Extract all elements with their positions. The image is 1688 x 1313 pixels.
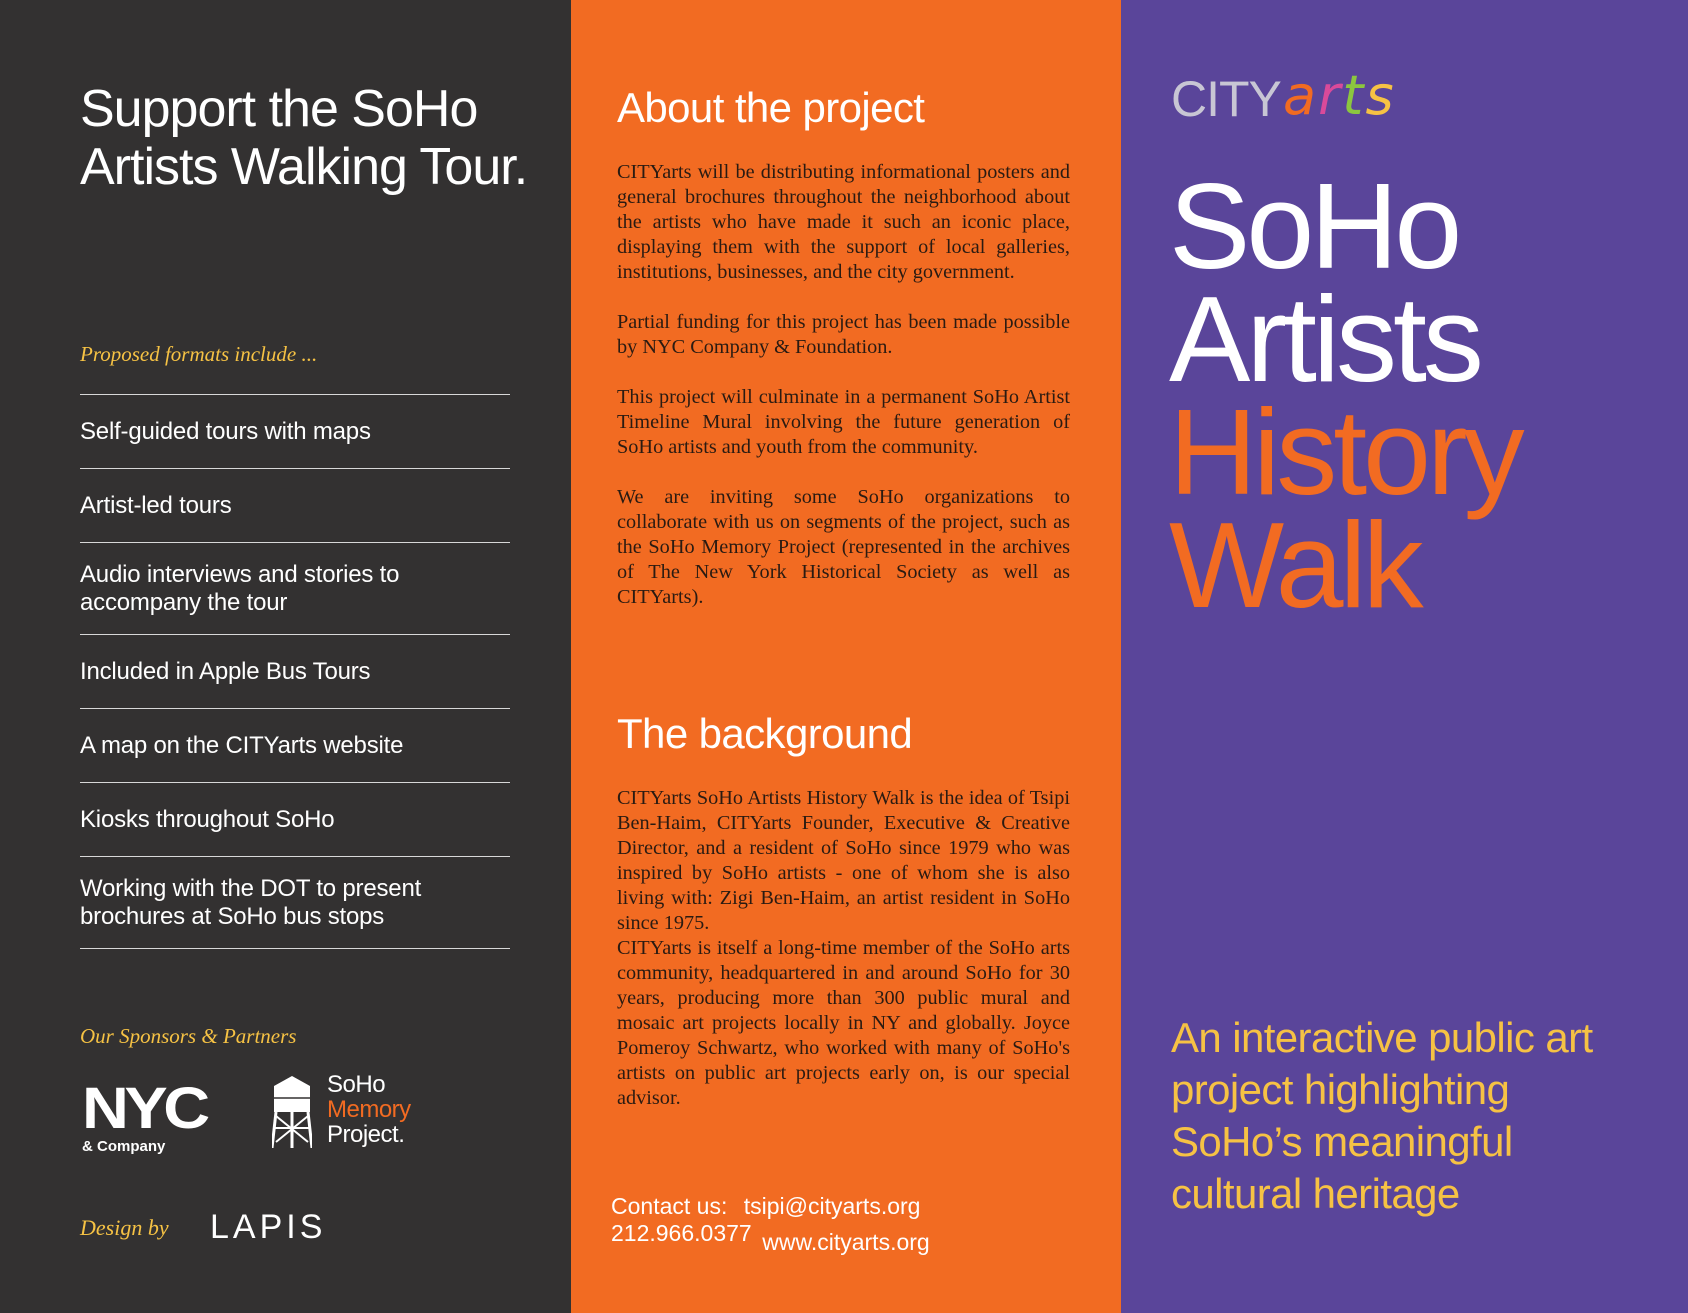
title-line: History [1169, 384, 1521, 520]
list-item: Artist-led tours [80, 469, 510, 543]
list-item: Included in Apple Bus Tours [80, 635, 510, 709]
website-link[interactable]: www.cityarts.org [762, 1229, 930, 1255]
right-panel [1121, 0, 1688, 1313]
nyc-company-logo [82, 1076, 222, 1155]
about-heading: About the project [617, 84, 925, 131]
contact-phone[interactable]: 212.966.0377 [611, 1220, 752, 1246]
contact-label: Contact us: [611, 1193, 728, 1219]
background-body [617, 786, 1070, 1111]
list-item: Self-guided tours with maps [80, 395, 510, 469]
logo-city-text: CITY [1171, 71, 1281, 127]
logo-arts-wordmark [1281, 62, 1421, 122]
nyc-logo-text: NYC [82, 1076, 206, 1141]
title-line: Walk [1169, 497, 1420, 633]
lapis-logo: LAPIS [210, 1208, 327, 1246]
logo-arts-letter: a [1282, 64, 1318, 122]
about-paragraph: CITYarts will be distributing informational posters and general brochures throughout the neighborhood about the artists who have made it such an iconic place, displaying them with the support of local galleries, institutions, businesses, and the city government. [617, 161, 1070, 283]
logo-arts-letter: s [1365, 64, 1396, 122]
list-item: Working with the DOT to present brochures at SoHo bus stops [80, 857, 510, 949]
about-paragraph: We are inviting some SoHo organizations to collaborate with us on segments of the project, such as the SoHo Memory Project (represented in the archives of The New York Historical Society as well as CITYarts). [617, 486, 1070, 608]
background-heading: The background [617, 710, 913, 757]
water-tower-icon [272, 1076, 312, 1148]
left-panel [0, 0, 571, 1313]
cityarts-logo [1171, 62, 1421, 132]
svg-text:arts [1283, 64, 1396, 122]
logo-arts-letter: r [1318, 64, 1343, 122]
middle-panel [571, 0, 1121, 1313]
left-title: Support the SoHo Artists Walking Tour. [80, 80, 528, 196]
design-by-label: Design by [80, 1215, 169, 1240]
background-paragraph: CITYarts SoHo Artists History Walk is the idea of Tsipi Ben-Haim, CITYarts Founder, Executive & Creative Director, and a resident of SoHo since 1979 who was inspired by SoHo artists - one of whom she is also living with: Zigi Ben-Haim, an artist resident in SoHo since 1975. [617, 787, 1070, 934]
nyc-logo-subtext: & Company [82, 1138, 166, 1155]
main-title [1169, 158, 1521, 633]
formats-label: Proposed formats include ... [80, 342, 318, 366]
list-item: Kiosks throughout SoHo [80, 783, 510, 857]
sponsors-label: Our Sponsors & Partners [80, 1024, 297, 1048]
tagline: An interactive public art project highlighting SoHo’s meaningful cultural heritage [1171, 1014, 1593, 1217]
logo-arts-letter: t [1342, 64, 1366, 122]
soho-memory-project-logo: SoHo Memory Project. [327, 1071, 411, 1148]
formats-list [80, 394, 510, 949]
list-item: A map on the CITYarts website [80, 709, 510, 783]
title-line: SoHo [1169, 158, 1459, 294]
about-paragraph: This project will culminate in a permanent SoHo Artist Timeline Mural involving the future generation of SoHo artists and youth from the community. [617, 386, 1070, 458]
list-item: Audio interviews and stories to accompany the tour [80, 543, 510, 635]
contact-email[interactable]: tsipi@cityarts.org [743, 1193, 921, 1219]
about-body [617, 160, 1070, 635]
background-paragraph: CITYarts is itself a long-time member of the SoHo arts community, headquartered in and around SoHo for 30 years, producing more than 300 public mural and mosaic art projects locally in NY and globally. Joyce Pomeroy Schwartz, who worked with many of SoHo's artists on public art projects early on, is our special advisor. [617, 937, 1070, 1109]
about-paragraph: Partial funding for this project has been made possible by NYC Company & Foundation. [617, 311, 1070, 358]
title-line: Artists [1169, 271, 1480, 407]
